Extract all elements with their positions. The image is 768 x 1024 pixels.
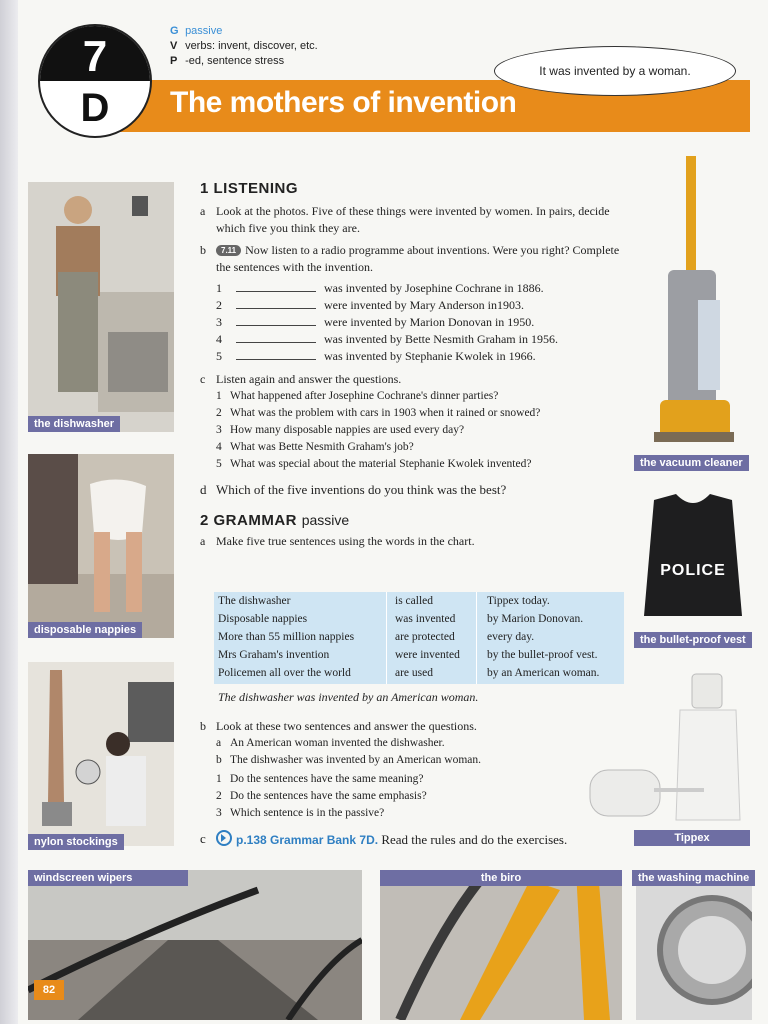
chart-cell: Mrs Graham's invention	[218, 649, 330, 661]
item-text: was invented by Stephanie Kwolek in 1966.	[324, 349, 536, 363]
unit-number: 7	[82, 32, 108, 81]
item-text: Do the sentences have the same emphasis?	[230, 790, 427, 802]
item-text: were invented by Mary Anderson in1903.	[324, 298, 524, 312]
question-item	[216, 439, 620, 456]
listening-d: d Which of the five inventions do you think was the best?	[200, 482, 507, 497]
item-number: 1	[216, 281, 222, 295]
vacuum-label: the vacuum cleaner	[634, 455, 749, 471]
sentence-chart	[214, 592, 624, 684]
item-number: 4	[216, 332, 222, 346]
item-text: Which sentence is in the passive?	[230, 807, 385, 819]
item-text: What was the problem with cars in 1903 when it rained or snowed?	[230, 407, 541, 419]
washing-photo	[636, 870, 752, 1020]
item-number: 5	[216, 458, 222, 470]
item-text: What was Bette Nesmith Graham's job?	[230, 441, 414, 453]
answer-blank[interactable]	[236, 298, 316, 309]
chart-cell: were invented	[395, 649, 460, 661]
chart-cell: Disposable nappies	[218, 613, 308, 625]
item-text: was invented by Josephine Cochrane in 1886.	[324, 281, 544, 295]
chart-column-endings	[476, 592, 599, 684]
example-sentence: The dishwasher was invented by an American woman.	[218, 690, 479, 704]
chart-cell: every day.	[487, 631, 535, 643]
grammar-questions	[200, 771, 620, 822]
item-text: were invented by Marion Donovan in 1950.	[324, 315, 535, 329]
question-item	[216, 805, 620, 822]
item-text: How many disposable nappies are used every day?	[230, 424, 465, 436]
compare-sentences	[200, 735, 620, 769]
listening-heading: 1 LISTENING	[200, 180, 299, 197]
item-text: An American woman invented the dishwasher.	[230, 737, 445, 749]
question-item	[216, 788, 620, 805]
biro-label: the biro	[380, 870, 622, 886]
chart-cell: Tippex today.	[487, 595, 550, 607]
grammar-a: a Make five true sentences using the words in the chart.	[200, 534, 475, 548]
item-letter: a	[216, 737, 222, 749]
answer-blank[interactable]	[236, 332, 316, 343]
grammar-bank-link[interactable]: p.138 Grammar Bank 7D.	[236, 833, 379, 847]
vest-text: POLICE	[660, 562, 726, 579]
fill-in-item	[216, 314, 620, 331]
item-number: 3	[216, 807, 222, 819]
compare-sentence	[216, 752, 620, 769]
question-item	[216, 405, 620, 422]
dishwasher-photo	[28, 182, 174, 432]
question-item	[216, 771, 620, 788]
chart-cell: is called	[395, 595, 433, 607]
item-text: What was special about the material Stephanie Kwolek invented?	[230, 458, 532, 470]
fill-in-list	[200, 280, 620, 365]
chart-cell: by the bullet-proof vest.	[487, 649, 598, 661]
wipers-label: windscreen wipers	[28, 870, 188, 886]
compare-sentence	[216, 735, 620, 752]
chart-cell: Policemen all over the world	[218, 667, 351, 679]
unit-badge	[38, 24, 152, 138]
wipers-photo	[28, 870, 362, 1020]
chart-cell: by an American woman.	[487, 667, 600, 679]
chart-column-verbs	[386, 592, 460, 684]
item-letter: b	[216, 754, 222, 766]
chart-cell: was invented	[395, 613, 456, 625]
chart-column-subjects	[218, 592, 354, 682]
grammar-heading: 2 GRAMMAR passive	[200, 512, 350, 529]
chart-cell: are protected	[395, 631, 455, 643]
audio-track-icon[interactable]: 7.11	[216, 245, 241, 256]
item-number: 2	[216, 790, 222, 802]
fill-in-item	[216, 297, 620, 314]
question-list	[200, 388, 620, 473]
item-number: 2	[216, 298, 222, 312]
listening-c: c Listen again and answer the questions.	[200, 372, 402, 386]
item-number: 3	[216, 315, 222, 329]
nappies-photo	[28, 454, 174, 638]
chart-cell: are used	[395, 667, 433, 679]
listening-b: b 7.11 Now listen to a radio programme about inventions. Were you right? Complete the sentences with the invention.	[200, 243, 620, 274]
vacuum-photo	[640, 150, 744, 450]
tippex-label: Tippex	[634, 830, 750, 846]
exercise-column	[200, 180, 620, 550]
fill-in-item	[216, 280, 620, 297]
grammar-b: b Look at these two sentences and answer the questions.	[200, 719, 477, 733]
answer-blank[interactable]	[236, 315, 316, 326]
item-number: 4	[216, 441, 222, 453]
answer-blank[interactable]	[236, 349, 316, 360]
grammar-b-block	[200, 718, 620, 848]
question-item	[216, 422, 620, 439]
item-text: The dishwasher was invented by an American woman.	[230, 754, 482, 766]
item-text: was invented by Bette Nesmith Graham in 1956.	[324, 332, 558, 346]
focus-pronunciation: P -ed, sentence stress	[170, 55, 285, 67]
washing-label: the washing machine	[632, 870, 755, 886]
lesson-focus	[170, 24, 318, 69]
fill-in-item	[216, 348, 620, 365]
item-number: 5	[216, 349, 222, 363]
question-item	[216, 456, 620, 473]
item-number: 2	[216, 407, 222, 419]
nappies-label: disposable nappies	[28, 622, 142, 638]
chart-cell: More than 55 million nappies	[218, 631, 355, 643]
grammar-c: c p.138 Grammar Bank 7D. Read the rules and do the exercises.	[200, 831, 568, 847]
item-number: 1	[216, 773, 222, 785]
listening-a: a Look at the photos. Five of these things were invented by women. In pairs, decide which five you think they are.	[200, 204, 610, 235]
unit-letter: D	[80, 86, 110, 130]
biro-photo	[380, 870, 622, 1020]
nylon-photo	[28, 662, 174, 846]
chart-cell: by Marion Donovan.	[487, 613, 584, 625]
page-number: 82	[34, 980, 64, 1000]
item-text: Do the sentences have the same meaning?	[230, 773, 424, 785]
fill-in-item	[216, 331, 620, 348]
nylon-label: nylon stockings	[28, 834, 124, 850]
page-title: The mothers of invention	[170, 86, 517, 119]
item-text: What happened after Josephine Cochrane's dinner parties?	[230, 390, 499, 402]
chart-cell: The dishwasher	[218, 595, 291, 607]
answer-blank[interactable]	[236, 281, 316, 292]
item-number: 1	[216, 390, 222, 402]
vest-photo	[636, 490, 750, 626]
dishwasher-label: the dishwasher	[28, 416, 120, 432]
vest-label: the bullet-proof vest	[634, 632, 752, 648]
question-item	[216, 388, 620, 405]
focus-vocabulary: V verbs: invent, discover, etc.	[170, 40, 318, 52]
item-number: 3	[216, 424, 222, 436]
speech-bubble: It was invented by a woman.	[494, 46, 736, 96]
focus-grammar: G passive	[170, 25, 223, 37]
book-spine	[0, 0, 18, 1024]
grammar-bank-arrow-icon	[216, 830, 232, 846]
